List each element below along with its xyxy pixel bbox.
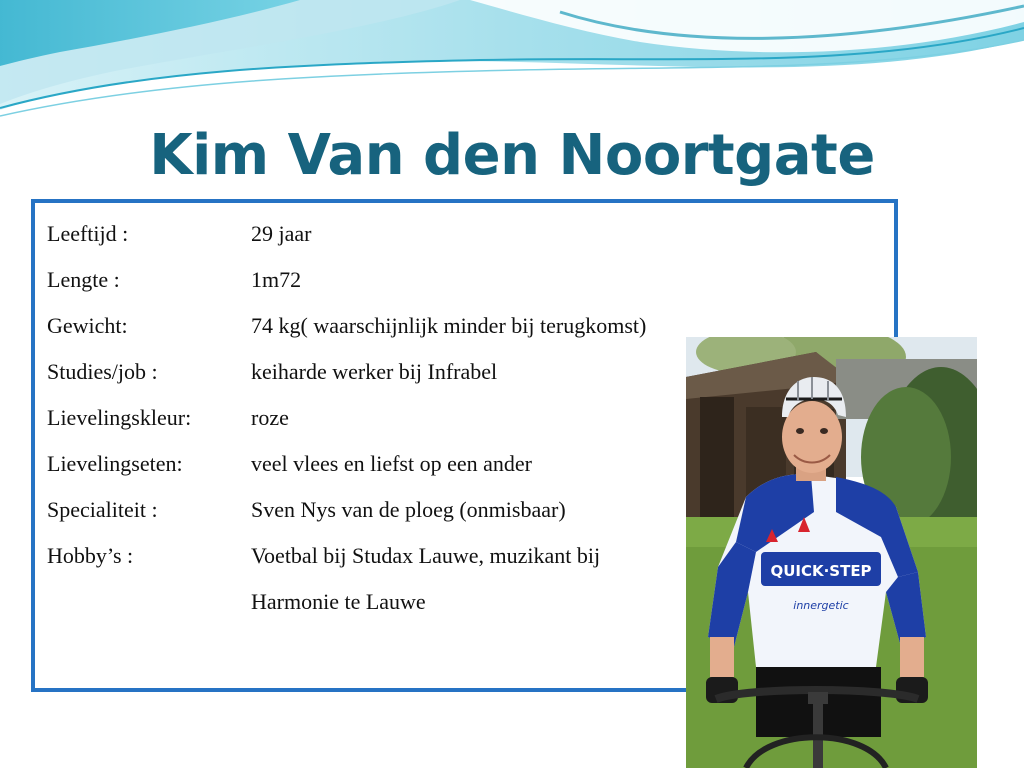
profile-info-list [47,217,646,631]
info-label: Lievelingseten: [47,451,183,476]
info-value: roze [251,405,289,430]
info-row-hobbies-continued [47,585,646,631]
info-label: Gewicht: [47,313,128,338]
info-row-job [47,355,646,401]
info-value: 1m72 [251,267,302,292]
info-row-specialty [47,493,646,539]
info-row-favorite-food [47,447,646,493]
info-label: Hobby’s : [47,543,134,568]
info-label: Studies/job : [47,359,158,384]
page-title: Kim Van den Noortgate [149,122,875,188]
info-label: Specialiteit : [47,497,158,522]
info-value: keiharde werker bij Infrabel [251,359,498,384]
info-value: Harmonie te Lauwe [251,589,426,614]
info-label: Lengte : [47,267,120,292]
info-value: Sven Nys van de ploeg (onmisbaar) [251,497,566,522]
info-row-hobbies [47,539,646,585]
jersey-sub-text: innergetic [793,599,849,612]
cyclist-photo [686,337,977,768]
info-label: Lievelingskleur: [47,405,192,430]
info-value: 74 kg( waarschijnlijk minder bij terugkomst) [251,313,647,338]
info-value: veel vlees en liefst op een ander [251,451,532,476]
header-wave-decoration [0,0,1024,130]
info-row-weight [47,309,646,355]
info-row-favorite-color [47,401,646,447]
info-row-height [47,263,646,309]
info-value: Voetbal bij Studax Lauwe, muzikant bij [251,543,601,568]
jersey-text: QUICK·STEP [770,562,872,580]
info-label: Leeftijd : [47,221,129,246]
info-row-age [47,217,646,263]
info-value: 29 jaar [251,221,312,246]
